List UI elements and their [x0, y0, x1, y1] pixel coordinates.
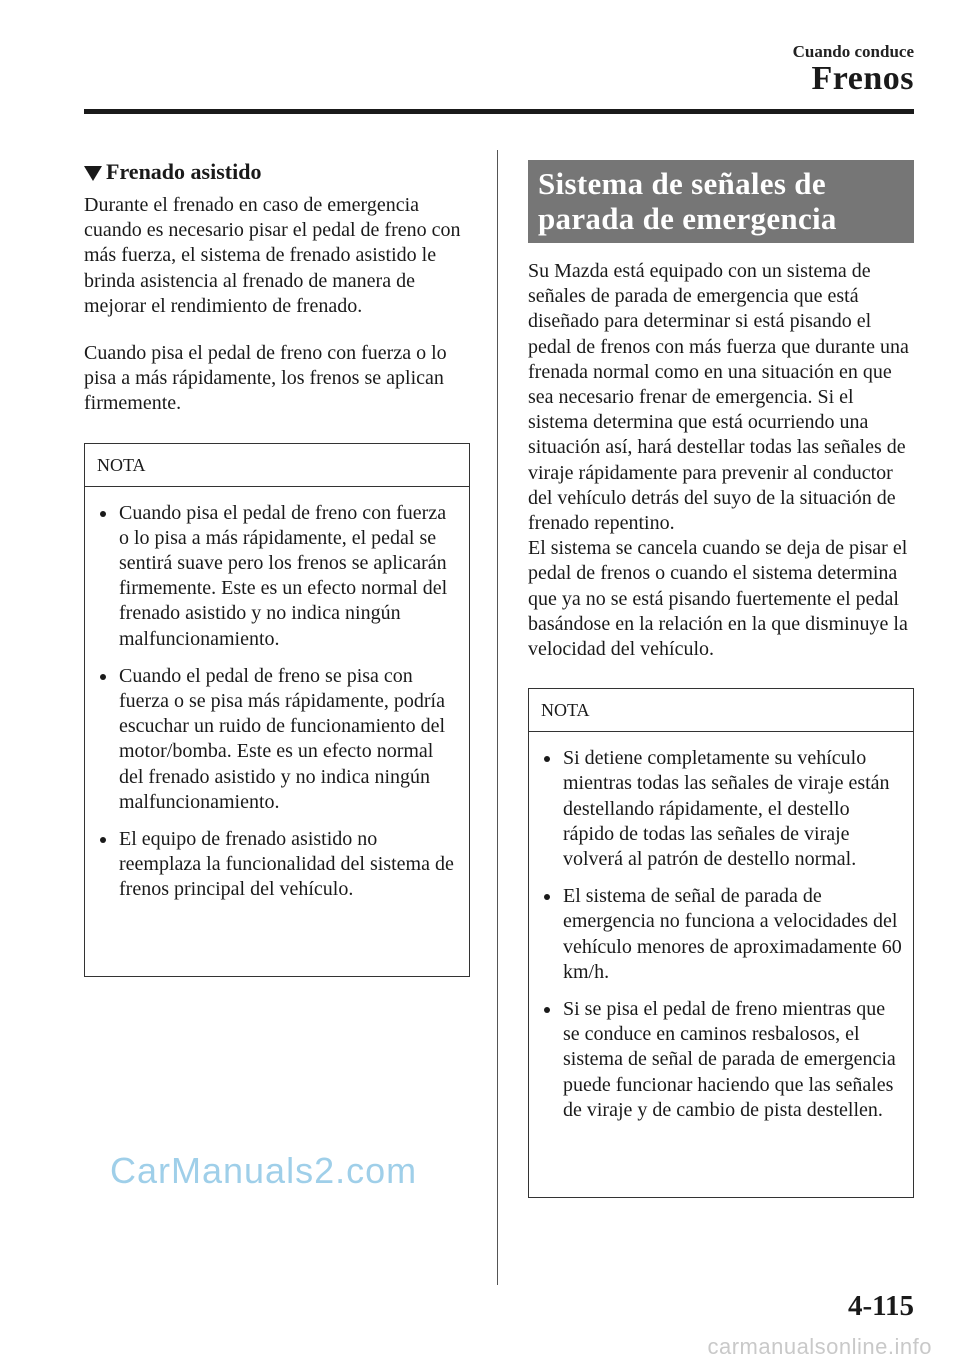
body-paragraph: Su Mazda está equipado con un sistema de señales de parada de emergencia que está diseñado para determinar si está pisando el pedal de frenos con más fuerza que durante una frenada normal como en una situación en que sea necesario frenar de emergencia. Si el sistema determina que está ocurriendo una situación así, hará destellar todas las señales de viraje rápidamente para prevenir al conductor del vehículo detrás del suyo de la situación de frenado repentino. [528, 260, 909, 535]
triangle-down-icon [84, 166, 102, 181]
note-body [529, 732, 913, 1139]
left-column [84, 155, 470, 977]
bullet-icon [544, 894, 550, 900]
note-body [85, 487, 469, 919]
note-item [541, 884, 903, 985]
note-item [97, 827, 459, 903]
bullet-icon [544, 756, 550, 762]
header-section-label: Cuando conduce [792, 42, 914, 61]
column-divider [497, 150, 498, 1285]
section-banner: Sistema de señales de parada de emergencia [528, 160, 914, 243]
body-paragraph: Cuando pisa el pedal de freno con fuerza o lo pisa a más rápidamente, los frenos se aplican firmemente. [84, 342, 447, 415]
header-rule [84, 109, 914, 114]
bullet-icon [544, 1007, 550, 1013]
bullet-icon [100, 511, 106, 517]
watermark-carmanuals: CarManuals2.com [110, 1150, 418, 1191]
note-item [541, 997, 903, 1123]
note-item-text: El sistema de señal de parada de emergencia no funciona a velocidades del vehículo menores de aproximadamente 60 km/h. [563, 885, 902, 983]
note-box [84, 443, 470, 977]
note-item-text: Si detiene completamente su vehículo mientras todas las señales de viraje están destellando rápidamente, el destello rápido de todas las señales de viraje volverá al patrón de destello normal. [563, 747, 890, 871]
note-item [97, 501, 459, 652]
bullet-icon [100, 674, 106, 680]
note-title: NOTA [85, 444, 469, 487]
note-item-text: El equipo de frenado asistido no reemplaza la funcionalidad del sistema de frenos principal del vehículo. [119, 828, 454, 901]
body-paragraph: Durante el frenado en caso de emergencia cuando es necesario pisar el pedal de freno con más fuerza, el sistema de frenado asistido le brinda asistencia al frenado de manera de mejorar el rendimiento de frenado. [84, 194, 461, 317]
watermark-site: carmanualsonline.info [707, 1334, 932, 1359]
note-item [541, 746, 903, 872]
subsection-heading [84, 155, 470, 189]
bullet-icon [100, 837, 106, 843]
note-box [528, 688, 914, 1198]
note-item-text: Cuando pisa el pedal de freno con fuerza o lo pisa a más rápidamente, el pedal se sentirá suave pero los frenos se aplicarán firmemente. Este es un efecto normal del frenado asistido y no indica ningún malfuncionamiento. [119, 501, 448, 650]
body-paragraph: El sistema se cancela cuando se deja de pisar el pedal de frenos o cuando el sistema determina que ya no se está pisando fuertemente el pedal basándose en la relación en la que disminuye la velocidad del vehículo. [528, 537, 908, 661]
page-title: Frenos [811, 60, 914, 97]
subsection-heading-text: Frenado asistido [106, 159, 262, 184]
right-column [528, 160, 914, 1198]
note-item [97, 664, 459, 815]
page-number: 4-115 [847, 1290, 914, 1322]
note-title: NOTA [529, 689, 913, 732]
note-item-text: Si se pisa el pedal de freno mientras que se conduce en caminos resbalosos, el sistema de señal de parada de emergencia puede funcionar haciendo que las señales de viraje y de cambio de pista destellen. [563, 998, 896, 1121]
note-item-text: Cuando el pedal de freno se pisa con fuerza o se pisa más rápidamente, podría escuchar un ruido de funcionamiento del motor/bomba. Este es un efecto normal del frenado asistido y no indica ningún malfuncionamiento. [119, 664, 445, 813]
